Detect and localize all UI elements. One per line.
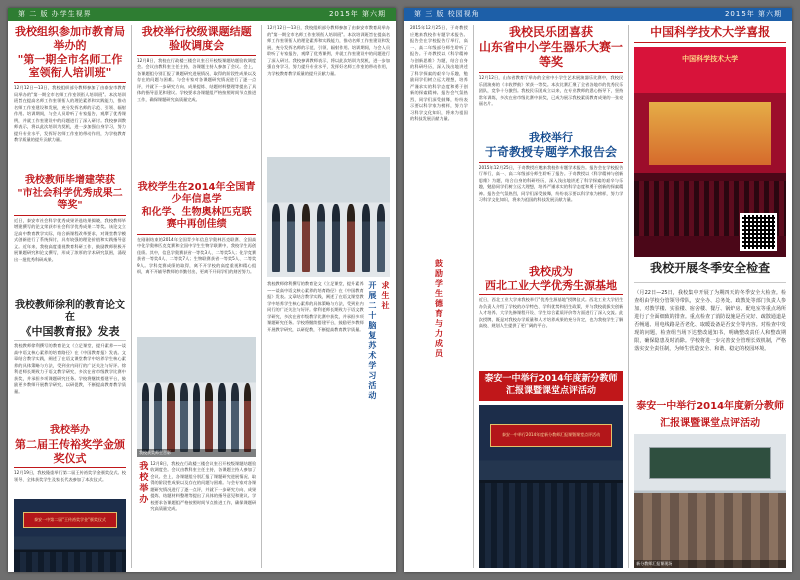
article-winter-safety-title: 我校开展冬季安全检查 (650, 261, 771, 275)
vertical-title-host: 我校举办 (137, 460, 148, 505)
article-winter-safety-body: （月22日—25日，我校集中开展了为期四天的冬季安全大检查。检查组由学校分管领导带队，安全办、总务处、政教处等部门负责人参加，对教学楼、实验楼、宿舍楼、餐厅、锅炉房、配电室等重点场所进行了全面细致的排查。重点检查了消防设施是否完好、疏散通道是否畅通、用电线路是否老化、取暖设备是否安全等内容。对检查中发现的问题，检查组当场下达整改通知书，明确整改责任人和整改期限，确保隐患及时消除。学校将进一步完善安全管理长效机制，严格落实安全责任制，为师生营造安全、和谐、稳定的校园环境。 (634, 290, 787, 352)
article-project-review-body: 12月8日，我校在行政楼三楼会议室召开校级课题结题验收调度会。会议由教科室主任主持，各课题主持人参加了会议。会上，各课题组分别汇报了课题研究进展情况、取得的阶段性成果以及存在的问题与困难。与会专家对各课题研究情况进行了逐一点评，并就下一步研究方向、成果提炼、结题材料整理等提出了具体的指导意见和建议。学校要求各课题组严格按照时间节点推进工作，确保课题研究高质量完成。 (136, 57, 257, 102)
ceremony-banner-text: 泰安一中第二届"王传裕奖学金"颁奖仪式 (23, 512, 117, 527)
article-music-title-1: 我校民乐团喜获 (509, 25, 594, 39)
article-training-class-body: 12月12日—13日，我校组织部分教师参加了由泰安市教育局举办的"第一期全市名师工作室领衔人培训班"。本次培训班旨在提高名师工作室领衔人的理论素养和实践能力，推动名师工作室建设和发展，充分发挥名师的示范、引领、辐射作用。培训期间，与会人员聆听了专家报告，观摩了优秀课例，并就工作室建设中的问题进行了深入研讨。我校参训教师表示，将以此次培训为契机，进一步加强自身学习，努力提升专业水平，发挥好名师工作室的带动作用，为学校教育教学质量的提升贡献力量。 (14, 85, 126, 142)
article-project-review (137, 25, 256, 178)
left-col3-body-bottom: 我校教师徐利撰写的教育论文《立足课堂，提升素养——谈高中语文核心素养的培育路径》在《中国教育报》发表。文章结合教学实践，阐述了在语文课堂教学中培养学生核心素养的具体策略与方法，受到业内同行的广泛关注与好评。徐利老师长期致力于语文教学研究，多次在省市级教学比赛中获奖，并承担多项课题研究任务。学校将继续搭建平台，鼓励更多教师开展教学研究，以研促教，不断提高教育教学质量。 (267, 281, 364, 332)
article-xu-li-title: 我校教师徐利的教育论文在 (15, 299, 125, 323)
group-photo-people (142, 377, 252, 451)
students-photo-people (272, 198, 385, 272)
masthead-left-issue: 2015年 第六期 (328, 10, 386, 18)
article-music-body: 12月12日，山东省教育厅举办的全省中小学生艺术展演器乐比赛中，我校民乐团演奏的《丰收锣鼓》荣获一等奖。本次比赛汇聚了全省各地市的优秀民乐团队，竞争十分激烈。我校民乐团成立以来，在专业教师的悉心指导下，坚持常年训练，多次在省市级比赛中获奖，已成为展示我校素质教育成果的一张亮丽名片。 (478, 75, 624, 106)
article-scholarship-title-1: 我校举办 (50, 425, 90, 437)
article-social-science-title-2: "市社会科学优秀成果二等奖" (17, 187, 123, 211)
students-photo (267, 157, 390, 277)
right-column-1 (410, 25, 468, 568)
right-column-3 (634, 25, 786, 568)
ustc-poster-art (649, 102, 770, 165)
article-social-science-title-1: 我校教师毕增建荣获 (25, 175, 115, 186)
masthead-left-label: 第 二 版 办学生视界 (18, 10, 92, 18)
article-nwpu-body: 近日，西北工业大学来我校举行"优秀生源基地"授牌仪式。西北工业大学招生办负责人介绍了学校的办学特色、学科优势和招生政策，并与我校就拔尖创新人才培养、大学先修课程开设、学生综合素质评价等方面进行了深入交流。此次授牌，既是对我校办学质量和人才培养成果的充分肯定，也为我校学生了解高校、规划人生提供了更广阔的平台。 (478, 297, 624, 329)
article-xu-li-body: 我校教师徐利撰写的教育论文《立足课堂，提升素养——谈高中语文核心素养的培育路径》在《中国教育报》发表。文章结合教学实践，阐述了在语文课堂教学中培养学生核心素养的具体策略与方法，受到业内同行的广泛关注与好评。徐利老师长期致力于语文教学研究，多次在省市级教学比赛中获奖，并承担多项课题研究任务。学校将继续搭建平台，鼓励更多教师开展教学研究，以研促教，不断提高教育教学质量。 (14, 343, 126, 394)
classroom-desks (634, 493, 786, 568)
article-training-class-title-2: "第一期全市名师工作室领衔人培训班" (17, 52, 123, 80)
teacher-report-photo (479, 405, 624, 568)
left-column-1 (14, 25, 126, 568)
article-music-award (479, 25, 624, 127)
ustc-poster-photo (634, 47, 786, 257)
article-nwpu-title-2: 西北工业大学优秀生源基地 (485, 278, 618, 292)
left-page-body (8, 21, 396, 572)
masthead-right-label: 第 三 版 校园视角 (414, 10, 480, 18)
vertical-side-body: 12月8日，我校在行政楼三楼会议室召开校级课题结题验收调度会。会议由教科室主任主持，各课题主持人参加了会议。会上，各课题组分别汇报了课题研究进展情况、取得的阶段性成果以及存在的问题与困难。与会专家对各课题研究情况进行了逐一点评，并就下一步研究方向、成果提炼、结题材料整理等提出了具体的指导意见和建议。学校要求各课题组严格按照时间节点推进工作，确保课题研究高质量完成。 (150, 460, 257, 511)
teacher-report-title-2: 汇报课暨课堂点评活动 (660, 417, 761, 429)
left-column-2 (137, 25, 256, 568)
newspaper-page-right (404, 8, 792, 572)
article-xu-li-paper (14, 300, 126, 422)
article-science-title-2: 和化学、生物奥林匹克联赛中再创佳绩 (141, 206, 252, 230)
article-academic-report (479, 131, 624, 261)
article-social-science-award (14, 175, 126, 296)
teacher-report-photo-banner: 泰安一中举行2014年度新分教师汇报课暨课堂点评活动 (490, 424, 611, 447)
teacher-report-title-1: 泰安一中举行2014年度新分教师 (636, 401, 785, 412)
article-training-class-title-1: 我校组织参加市教育局举办的 (15, 25, 125, 52)
article-nwpu-title-1: 我校成为 (529, 264, 574, 278)
classroom-photo (634, 434, 786, 568)
article-social-science-body: 近日，泰安市社会科学优秀成果评选结果揭晓，我校教师毕增建撰写的论文荣获市社会科学优秀成果二等奖。该论文立足高中教育教学实际，结合新课程改革要求，对课堂教学模式创新进行了系统探讨，具有较强的理论价值和实践指导意义。近年来，我校高度重视教育科研工作，鼓励教师积极开展课题研究和论文撰写，形成了浓厚的学术研究氛围，涌现出一批优秀科研成果。 (14, 217, 126, 262)
group-photo-caption: 我校获奖师生合影 (137, 449, 256, 457)
article-report-title-2: 于奇教授专题学术报告会 (485, 144, 618, 159)
vertical-title-survival-club: 求生社 (381, 281, 391, 311)
ceremony-photo (14, 499, 126, 572)
article-report-title-1: 我校举行 (529, 131, 574, 144)
right-column-2 (479, 25, 624, 568)
classroom-blackboard (649, 447, 770, 478)
ceremony-audience (14, 552, 126, 572)
teacher-report-audience (479, 483, 624, 568)
vertical-title-student-dev: 鼓励学生德育与力成员 (434, 259, 444, 359)
article-scholarship-title-2: 第二届王传裕奖学金颁奖仪式 (15, 437, 125, 465)
article-project-review-title: 我校举行校级课题结题验收调度会 (141, 25, 252, 52)
article-scholarship-body: 12月19日，我校隆重举行第二届王传裕奖学金颁奖仪式。校领导、全体获奖学生及家长代表参加了本次仪式。 (14, 470, 126, 482)
masthead-right-issue: 2015年 第六期 (724, 10, 782, 18)
article-science-body: 在刚刚结束的2014年全国青少年信息学奥林匹克联赛、全国高中化学奥林匹克竞赛和全国中学生生物学联赛中，我校学生再创佳绩。其中，信息学奥赛获省一等奖3人、二等奖5人；化学竞赛获省一等奖4人、二等奖7人；生物联赛获省一等奖5人、二等奖9人。学科竞赛成绩的取得，离不开学校的高度重视和精心组织，离不开辅导教师的辛勤付出，更离不开同学们的刻苦努力。 (136, 236, 257, 274)
article-science-title-1: 我校学生在2014年全国青少年信息学 (137, 181, 256, 205)
article-xu-li-subtitle: 《中国教育报》发表 (20, 324, 120, 338)
article-report-body: 2015年12月25日，于奇教授应邀来我校作专题学术报告。报告会在学校报告厅举行，高一、高二年级部分师生聆听了报告。于奇教授以《科学精神与创新思维》为题，结合自身的科研经历，深入浅出地讲述了科学探索的艰辛与乐趣，勉励同学们树立远大理想，培养严谨求实的科学态度和勇于创新的探索精神。报告会气氛热烈，同学们深受鼓舞，纷纷表示要以科学家为榜样，努力学习科学文化知识，将来为祖国的科技发展贡献力量。 (478, 164, 624, 203)
ustc-poster-inner-title: 中国科学技术大学 (682, 55, 739, 64)
teacher-report-banner: 泰安一中举行2014年度新分教师汇报课暨课堂点评活动 (479, 371, 624, 400)
left-column-3 (267, 25, 390, 568)
article-music-title-2: 山东省中小学生器乐大赛一等奖 (479, 40, 624, 69)
ustc-poster-title: 中国科学技术大学喜报 (634, 25, 786, 43)
right-col1-body-a: 2015年12月25日，于奇教授应邀来我校作专题学术报告。报告会在学校报告厅举行，高一、高二年级部分师生聆听了报告。于奇教授以《科学精神与创新思维》为题，结合自身的科研经历，深入浅出地讲述了科学探索的艰辛与乐趣，勉励同学们树立远大理想，培养严谨求实的科学态度和勇于创新的探索精神。报告会气氛热烈，同学们深受鼓舞，纷纷表示要以科学家为榜样，努力学习科学文化知识，将来为祖国的科技发展贡献力量。 (410, 25, 468, 121)
article-scholarship-ceremony (14, 425, 126, 572)
left-col3-body-top: 12月12日—13日，我校组织部分教师参加了由泰安市教育局举办的"第一期全市名师工作室领衔人培训班"。本次培训班旨在提高名师工作室领衔人的理论素养和实践能力，推动名师工作室建设和发展，充分发挥名师的示范、引领、辐射作用。培训期间，与会人员聆听了专家报告，观摩了优秀课例，并就工作室建设中的问题进行了深入研讨。我校参训教师表示，将以此次培训为契机，进一步加强自身学习，努力提升专业水平，发挥好名师工作室的带动作用，为学校教育教学质量的提升贡献力量。 (267, 25, 391, 76)
masthead-left (8, 8, 396, 21)
group-photo (137, 337, 256, 457)
article-training-class (14, 25, 126, 171)
article-nwpu-base (479, 265, 624, 368)
article-science-olympiad (137, 182, 256, 333)
vertical-title-first-aid: 开展二十脑复苏术学习活动 (367, 281, 377, 401)
qr-code-icon (740, 213, 777, 250)
classroom-photo-caption: 新分教师汇报课现场 (634, 560, 786, 568)
newspaper-page-left (8, 8, 396, 572)
masthead-right (404, 8, 792, 21)
right-page-body (404, 21, 792, 572)
